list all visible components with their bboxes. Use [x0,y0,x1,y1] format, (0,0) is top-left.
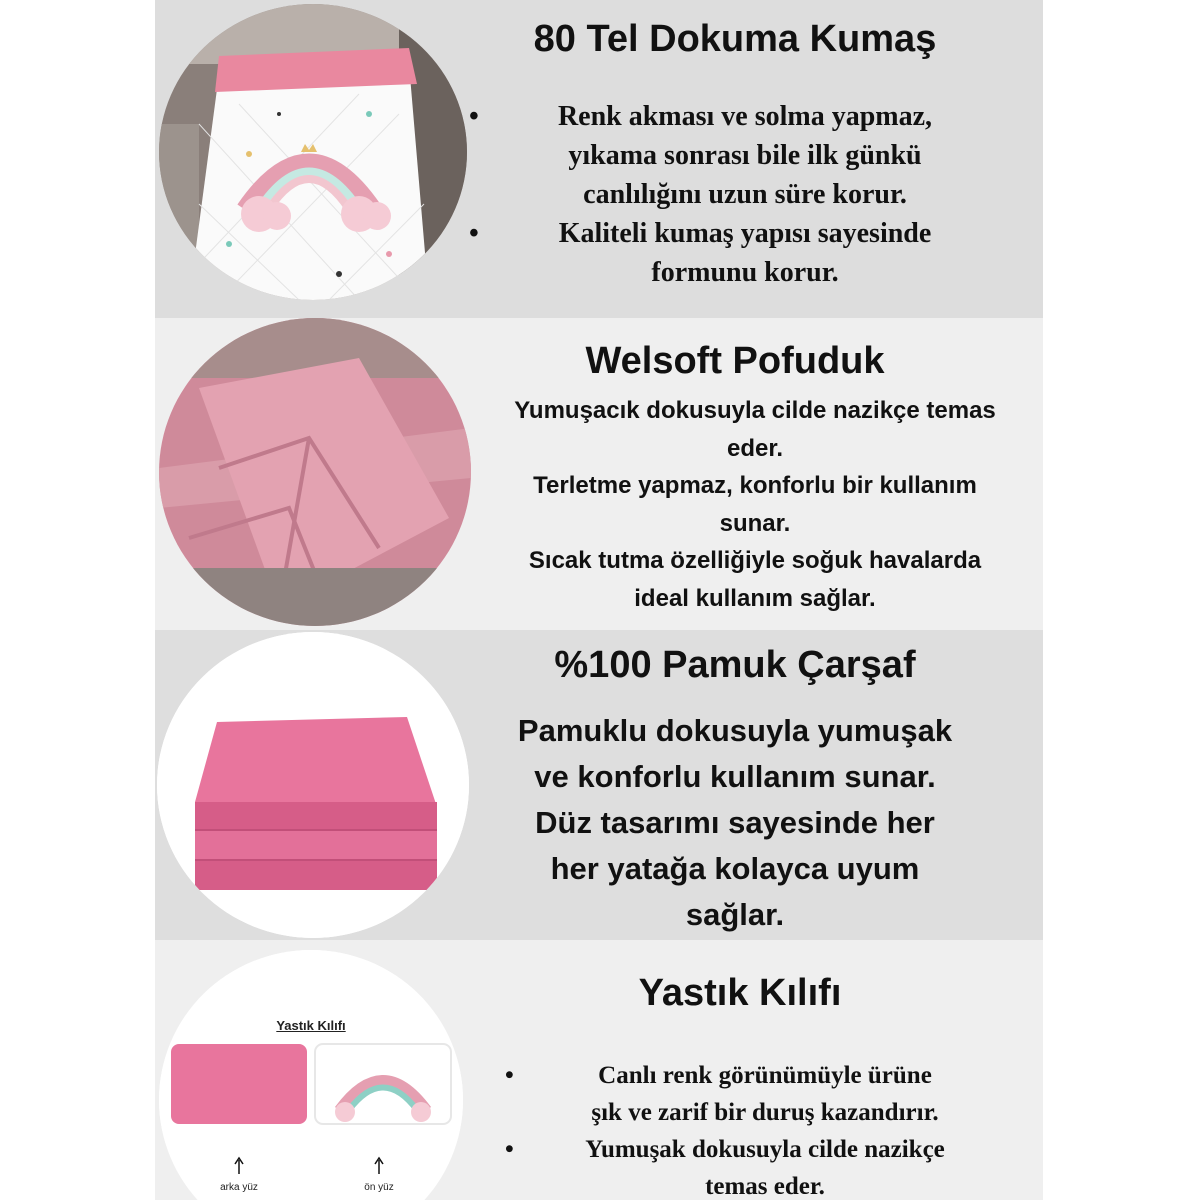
text-line: Terletme yapmaz, konforlu bir kullanım [533,472,977,499]
feature-text [470,708,1000,938]
list-text-line: yıkama sonrası bile ilk günkü [568,140,922,171]
section-title: 80 Tel Dokuma Kumaş [533,18,937,60]
bullet-icon: • [505,1062,514,1089]
text-line: Düz tasarımı sayesinde her [535,805,935,840]
list-text-line: Canlı renk görünümüyle ürüne [598,1062,932,1089]
text-line: Yumuşacık dokusuyla cilde nazikçe temas [514,397,996,424]
text-line: her yatağa kolayca uyum [550,851,920,886]
feature-list [495,1057,1035,1200]
list-text-line: formunu korur. [651,257,839,288]
text-line: Sıcak tutma özelliğiyle soğuk havalarda [528,547,982,574]
section-title: Welsoft Pofuduk [585,340,885,382]
list-item [495,1057,1035,1131]
list-item [465,97,1025,214]
text-line: ve konforlu kullanım sunar. [534,759,936,794]
bullet-icon: • [469,101,479,132]
folded-sheet-image [157,632,469,938]
list-text-line: Yumuşak dokusuyla cilde nazikçe [585,1136,945,1163]
bullet-icon: • [505,1136,514,1163]
product-feature-sheet [155,0,1043,1200]
section-sheet [155,630,1043,940]
text-line: ideal kullanım sağlar. [634,584,876,612]
text-line: sağlar. [685,897,785,932]
front-label: ön yüz [364,1182,394,1193]
section-pillowcase [155,940,1043,1200]
bedding-photo [159,4,467,300]
text-line: eder. [726,434,784,462]
back-label: arka yüz [220,1182,258,1193]
text-line: Pamuklu dokusuyla yumuşak [517,713,953,748]
welsoft-photo [159,318,471,626]
section-fabric [155,0,1043,318]
feature-list [465,97,1025,292]
section-title: Yastık Kılıfı [638,972,842,1014]
pillowcase-photo [159,950,463,1200]
rainbow-quilt-image [159,4,467,300]
feature-text [475,392,1035,617]
list-text-line: şık ve zarif bir duruş kazandırır. [591,1099,939,1126]
list-item [465,214,1025,292]
list-text-line: Renk akması ve solma yapmaz, [557,101,933,132]
list-item [495,1131,1035,1200]
list-text-line: temas eder. [705,1173,825,1200]
list-text-line: Kaliteli kumaş yapısı sayesinde [558,218,932,249]
text-line: sunar. [719,509,791,537]
list-text-line: canlılığını uzun süre korur. [583,179,907,210]
image-caption: Yastık Kılıfı [276,1018,346,1033]
bullet-icon: • [469,218,479,249]
section-title: %100 Pamuk Çarşaf [554,644,916,686]
section-welsoft [155,318,1043,630]
pillowcase-image [159,950,463,1200]
welsoft-blanket-image [159,318,471,626]
sheet-photo [157,632,469,938]
